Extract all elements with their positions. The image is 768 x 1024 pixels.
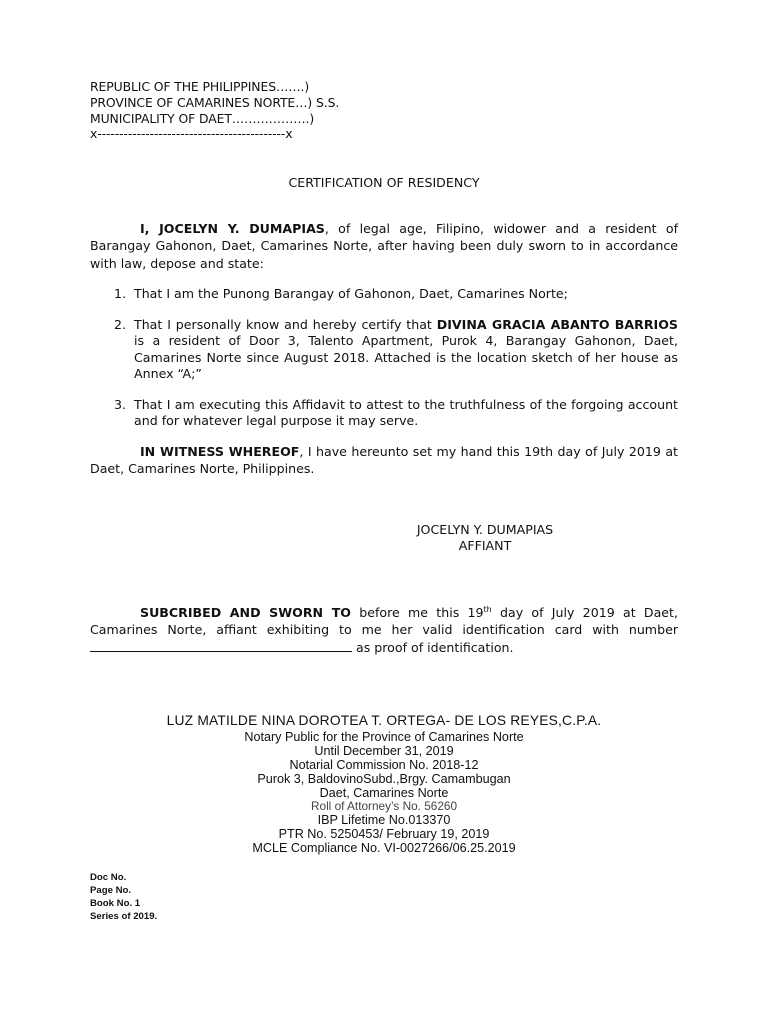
affiant-name-bold: I, JOCELYN Y. DUMAPIAS bbox=[140, 221, 325, 236]
notary-line: Until December 31, 2019 bbox=[314, 744, 454, 758]
jurat-paragraph bbox=[90, 601, 678, 656]
header-province: PROVINCE OF CAMARINES NORTE…) S.S. bbox=[90, 95, 340, 110]
witness-text: , I have hereunto set my hand this 19th day of July 2019 at Daet, Camarines Norte, Philippines. bbox=[90, 444, 678, 477]
doc-no: Doc No. bbox=[90, 872, 127, 883]
resident-name-bold: DIVINA GRACIA ABANTO BARRIOS bbox=[436, 316, 678, 332]
item-text: That I am executing this Affidavit to attest to the truthfulness of the forgoing account and for whatever legal purpose it may serve. bbox=[134, 396, 678, 428]
notary-line: Purok 3, BaldovinoSubd.,Brgy. Camambugan bbox=[257, 772, 511, 786]
item-text-pre: That I personally know and hereby certify that bbox=[134, 316, 437, 332]
notary-line: MCLE Compliance No. VI-0027266/06.25.2019 bbox=[252, 841, 516, 855]
book-no: Book No. 1 bbox=[90, 898, 141, 909]
statement-list bbox=[90, 286, 678, 430]
jurat-superscript: th bbox=[483, 605, 492, 614]
header-municipality: MUNICIPALITY OF DAET……………….) bbox=[90, 111, 315, 126]
list-item bbox=[90, 286, 678, 303]
notary-line: Notary Public for the Province of Camarines Norte bbox=[244, 730, 524, 744]
jurat-mid: day of July 2019 at Daet, Camarines Norte, affiant exhibiting to me her valid identification card with number bbox=[90, 605, 678, 638]
notary-line: PTR No. 5250453/ February 19, 2019 bbox=[278, 827, 490, 841]
item-number: 2. bbox=[114, 316, 127, 332]
witness-paragraph bbox=[90, 443, 678, 478]
item-number: 3. bbox=[114, 396, 127, 412]
signatory-name: JOCELYN Y. DUMAPIAS bbox=[416, 522, 554, 537]
list-item bbox=[90, 397, 678, 430]
notary-line: Notarial Commission No. 2018-12 bbox=[289, 758, 479, 772]
list-item bbox=[90, 317, 678, 383]
intro-paragraph bbox=[90, 220, 678, 272]
item-text-post: is a resident of Door 3, Talento Apartment, Purok 4, Barangay Gahonon, Daet, Camarines Norte since August 2018. Attached is the location sketch of her house as Annex “A;” bbox=[134, 333, 678, 381]
series-no: Series of 2019. bbox=[90, 911, 158, 922]
page-no: Page No. bbox=[90, 885, 132, 896]
item-number: 1. bbox=[114, 286, 127, 301]
notary-line: Roll of Attorney’s No. 56260 bbox=[310, 799, 458, 813]
notary-line: IBP Lifetime No.013370 bbox=[317, 813, 451, 827]
signature-block bbox=[340, 522, 630, 554]
signatory-role: AFFIANT bbox=[458, 538, 512, 553]
header-republic: REPUBLIC OF THE PHILIPPINES…….) bbox=[90, 79, 310, 94]
jurat-pre: before me this 19 bbox=[351, 605, 484, 620]
notary-line: Daet, Camarines Norte bbox=[319, 786, 449, 800]
item-text: That I am the Punong Barangay of Gahonon, Daet, Camarines Norte; bbox=[134, 286, 568, 301]
witness-bold: IN WITNESS WHEREOF bbox=[140, 444, 300, 459]
id-number-blank bbox=[90, 639, 352, 652]
jurat-post: as proof of identification. bbox=[352, 639, 514, 655]
document-title: CERTIFICATION OF RESIDENCY bbox=[288, 175, 480, 190]
notary-name: LUZ MATILDE NINA DOROTEA T. ORTEGA- DE LOS REYES,C.P.A. bbox=[166, 713, 602, 728]
jurat-bold: SUBCRIBED AND SWORN TO bbox=[140, 605, 351, 620]
header-separator: x-------------------------------------------x bbox=[90, 126, 293, 141]
intro-text: , of legal age, Filipino, widower and a resident of Barangay Gahonon, Daet, Camarines Norte, after having been duly sworn to in accordance with law, depose and state: bbox=[90, 221, 679, 271]
